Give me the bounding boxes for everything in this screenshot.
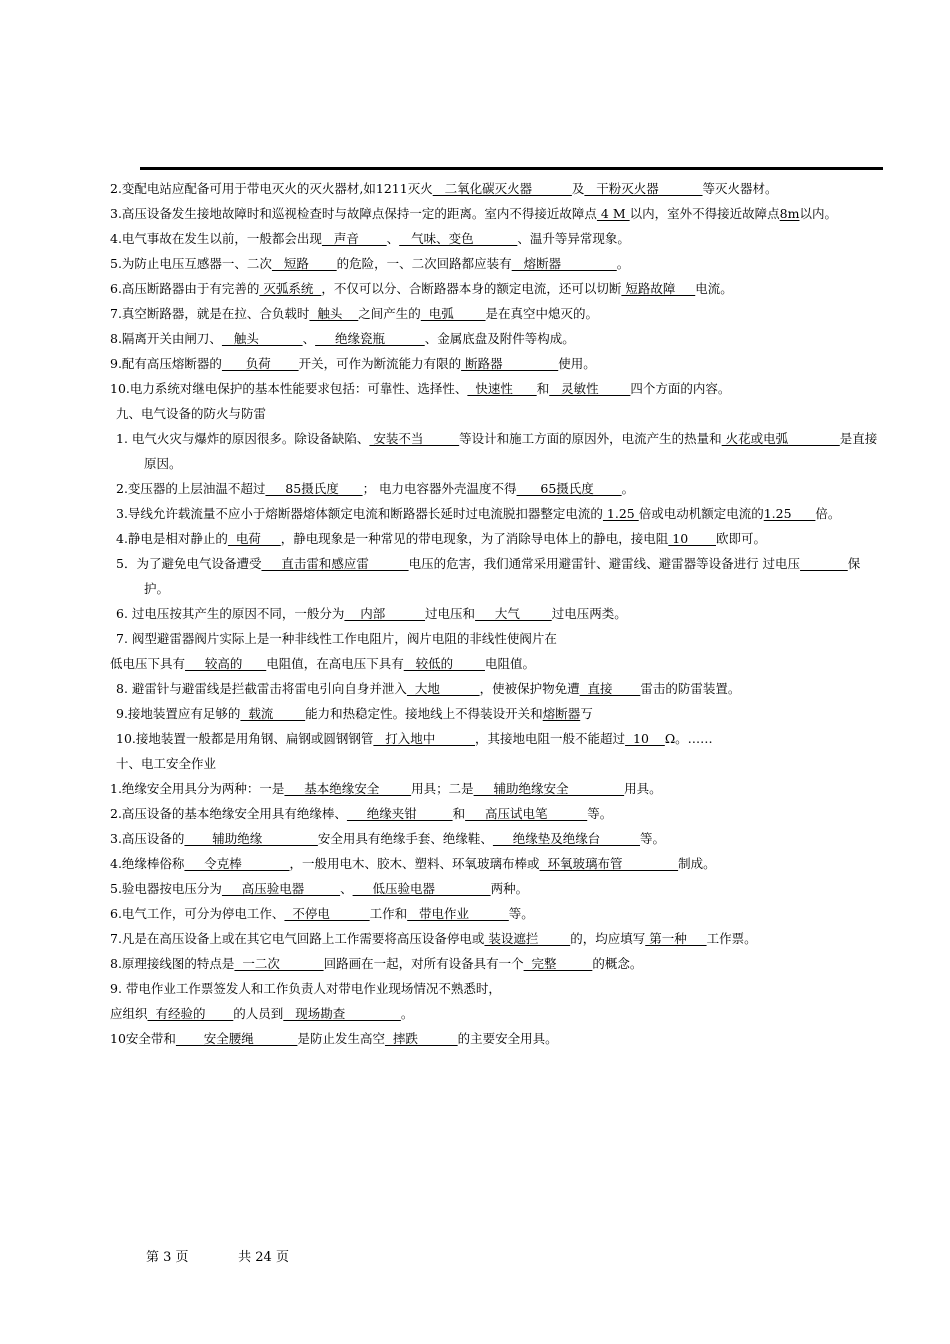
text-segment: ，静电现象是一种常见的带电现象，为了消除导电体上的静电，接电阻 [280,531,669,546]
answer-blank: 短路故障 [621,281,696,296]
text-segment: 3.导线允许载流量不应小于熔断器熔体额定电流和断路器长延时过电流脱扣器整定电流的 [116,506,603,521]
answer-blank: 安全腰绳 [175,1031,298,1046]
paragraph [110,201,885,226]
answer-blank: 大地 [406,681,480,696]
text-segment: 是在真空中熄灭的。 [485,306,599,321]
answer-blank: 不停电 [284,906,370,921]
text-segment: 等。 [587,806,613,821]
text-segment: 雷击的防雷装置。 [640,681,741,696]
text-segment: 9. 带电作业工作票签发人和工作负责人对带电作业现场情况不熟悉时， [110,981,501,996]
text-segment: 等。 [640,831,666,846]
paragraph [110,401,885,426]
text-segment: 、 [302,331,316,346]
paragraph [110,776,885,801]
text-segment: 3.高压设备的 [110,831,185,846]
answer-blank: 直击雷和感应雷 [261,556,409,571]
text-segment: 之间产生的 [358,306,421,321]
paragraph [110,301,885,326]
answer-blank: 65摄氏度 [516,481,622,496]
paragraph [110,751,885,776]
text-segment: 等。 [508,906,534,921]
text-segment: 6.高压断路器由于有完善的 [110,281,260,296]
text-segment: 十、电工安全作业 [116,756,217,771]
paragraph [110,976,885,1001]
text-segment: 1. 电气火灾与爆炸的原因很多。除设备缺陷、 [116,431,370,446]
answer-blank: 熔断器 [542,706,581,721]
paragraph [110,826,885,851]
answer-blank: 电荷 [227,531,281,546]
answer-blank: 10 [668,531,716,546]
answer-blank: 绝缘垫及绝缘台 [492,831,641,846]
text-segment: 丂 [580,706,593,721]
paragraph [110,1001,885,1026]
text-segment: 、 [386,231,400,246]
answer-blank: 内部 [344,606,426,621]
text-segment: ，使被保护物免遭 [479,681,580,696]
answer-blank: 打入地中 [373,731,476,746]
text-segment: 等设计和施工方面的原因外，电流产生的热量和 [459,431,722,446]
answer-blank: 触头 [221,331,303,346]
text-segment: 2.变配电站应配备可用于带电灭火的灭火器材,如1211灭火 [110,181,433,196]
answer-blank: 快速性 [467,381,537,396]
answer-blank: 85摄氏度 [265,481,363,496]
answer-blank: 有经验的 [147,1006,234,1021]
text-segment: 电阻值，在高电压下具有 [266,656,404,671]
answer-blank: 二氧化碳灭火器 [432,181,572,196]
page-total: 共 24 页 [238,1250,289,1265]
text-segment: 用具；二是 [411,781,474,796]
text-segment: ； 电力电容器外壳温度不得 [362,481,517,496]
answer-blank: 环氧玻璃布管 [539,856,679,871]
answer-blank: 辅助绝缘安全 [473,781,625,796]
text-segment: 、 [340,881,353,896]
text-segment: 3.高压设备发生接地故障时和巡视检查时与故障点保持一定的距离。室内不得接近故障点 [110,206,597,221]
paragraph [110,876,885,901]
paragraph [110,726,885,751]
text-segment: 过电压两类。 [551,606,627,621]
text-segment: 6. 过电压按其产生的原因不同，一般分为 [116,606,345,621]
header-rule [140,167,883,170]
answer-blank: 高压验电器 [221,881,341,896]
answer-blank: 短路 [271,256,337,271]
answer-blank: 较低的 [403,656,485,671]
answer-blank: 带电作业 [407,906,509,921]
paragraph [110,601,885,626]
text-segment: 8.原理接线图的特点是 [110,956,235,971]
text-segment: 7.真空断路器，就是在拉、合负载时 [110,306,310,321]
answer-blank: 触头 [309,306,359,321]
text-segment: 5．为了避免电气设备遭受 [116,556,262,571]
document-body [110,176,885,1051]
paragraph [110,951,885,976]
answer-blank: 1.25 [602,506,639,521]
paragraph [110,526,885,551]
answer-blank: 1.25 [763,506,816,521]
answer-blank: 一二次 [234,956,324,971]
answer-blank: 大气 [475,606,552,621]
paragraph [110,676,885,701]
text-segment: 的概念。 [592,956,643,971]
answer-blank: 摔跌 [384,1031,458,1046]
text-segment: 回路画在一起，对所有设备具有一个 [323,956,524,971]
text-segment: 及 [571,181,585,196]
answer-blank: 绝缘瓷瓶 [315,331,425,346]
text-segment: Ω。…… [664,731,713,746]
paragraph [110,926,885,951]
text-segment: 是防止发生高空 [297,1031,385,1046]
answer-blank: 较高的 [185,656,267,671]
answer-blank: 电弧 [420,306,486,321]
paragraph [110,376,885,401]
text-segment: 10安全带和 [110,1031,176,1046]
answer-blank: 令克棒 [184,856,290,871]
answer-blank: 气味、变色 [399,231,518,246]
paragraph [110,901,885,926]
text-segment: 保护。 [144,556,861,596]
answer-blank: 负荷 [221,356,299,371]
paragraph [110,426,885,476]
text-segment: 2.高压设备的基本绝缘安全用具有绝缘棒、 [110,806,347,821]
text-segment: 安全用具有绝缘手套、绝缘鞋、 [317,831,493,846]
text-segment: 。 [621,481,635,496]
text-segment: 制成。 [678,856,716,871]
answer-blank: 辅助绝缘 [184,831,318,846]
text-segment: 、温升等异常现象。 [517,231,630,246]
text-segment: 以内。 [799,206,837,221]
text-segment: 两种。 [490,881,529,896]
text-segment: 2.变压器的上层油温不超过 [116,481,266,496]
answer-blank: 装设遮拦 [484,931,571,946]
text-segment: ，一般用电木、胶木、塑料、环氧玻璃布棒或 [289,856,540,871]
answer-blank: 声音 [321,231,387,246]
answer-blank: 火花或电弧 [721,431,840,446]
text-segment: 6.电气工作，可分为停电工作、 [110,906,285,921]
paragraph [110,801,885,826]
text-segment: 低电压下具有 [110,656,186,671]
text-segment: ，不仅可以分、合断路器本身的额定电流，还可以切断 [321,281,622,296]
answer-blank: 干粉灭火器 [584,181,703,196]
answer-blank: 基本绝缘安全 [284,781,412,796]
text-segment: 、金属底盘及附件等构成。 [424,331,575,346]
answer-blank: 低压验电器 [352,881,491,896]
text-segment: 工作票。 [706,931,757,946]
answer-blank: 熔断器 [511,256,617,271]
text-segment: 和 [452,806,466,821]
text-segment: 9.配有高压熔断器的 [110,356,222,371]
answer-blank: 灵敏性 [549,381,631,396]
text-segment: 四个方面的内容。 [630,381,731,396]
text-segment: 的，均应填写 [570,931,646,946]
text-segment: 10.电力系统对继电保护的基本性能要求包括：可靠性、选择性、 [110,381,468,396]
text-segment: 应组织 [110,1006,148,1021]
text-segment: 和 [536,381,550,396]
text-segment: 10.接地装置一般都是用角钢、扁钢或圆钢钢管 [116,731,374,746]
text-segment: 的主要安全用具。 [457,1031,558,1046]
text-segment: 的危险，一、二次回路都应装有 [336,256,512,271]
text-segment: 4.绝缘棒俗称 [110,856,185,871]
answer-blank: 断路器 [461,356,559,371]
text-segment: 能力和热稳定性。接地线上不得装设开关和 [305,706,543,721]
answer-blank: 灭弧系统 [259,281,322,296]
text-segment: 的人员到 [233,1006,284,1021]
text-segment: 电压的危害，我们通常采用避雷针、避雷线、避雷器等设备进行 过电压 [408,556,801,571]
text-segment: 1.绝缘安全用具分为两种：一是 [110,781,285,796]
paragraph [110,1026,885,1051]
page-number: 第 3 页 [146,1250,189,1265]
paragraph [110,351,885,376]
text-segment: 9.接地装置应有足够的 [116,706,241,721]
paragraph [110,226,885,251]
text-segment: 倍或电动机额定电流的 [638,506,764,521]
text-segment: 是直接原因。 [144,431,878,471]
text-segment: 5.为防止电压互感器一、二次 [110,256,272,271]
text-segment: 。 [616,256,630,271]
paragraph [110,651,885,676]
paragraph [110,701,885,726]
paragraph [110,476,885,501]
paragraph [110,551,885,601]
text-segment: ，其接地电阻一般不能超过 [475,731,626,746]
answer-blank: 直接 [579,681,641,696]
text-segment: 欧即可。 [715,531,766,546]
text-segment: 倍。 [815,506,841,521]
paragraph [110,326,885,351]
answer-blank [800,556,848,571]
paragraph [110,851,885,876]
text-segment: 以内，室外不得接近故障点 [629,206,780,221]
text-segment: 。 [400,1006,414,1021]
text-segment: 用具。 [624,781,662,796]
text-segment: 4.电气事故在发生以前，一般都会出现 [110,231,322,246]
answer-blank: 完整 [523,956,593,971]
answer-blank: 现场勘查 [283,1006,401,1021]
answer-blank: 安装不当 [369,431,460,446]
answer-blank: 第一种 [645,931,707,946]
page-footer [146,1246,289,1265]
text-segment: 7.凡是在高压设备上或在其它电气回路上工作需要将高压设备停电或 [110,931,485,946]
paragraph [110,501,885,526]
text-segment: 8. 避雷针与避雷线是拦截雷击将雷电引向自身并泄入 [116,681,407,696]
answer-blank: 高压试电笔 [465,806,588,821]
answer-blank: 绝缘夹钳 [346,806,453,821]
text-segment: 过电压和 [425,606,476,621]
paragraph [110,276,885,301]
text-segment: 等灭火器材。 [702,181,778,196]
answer-blank: 4 M [596,206,630,221]
text-segment: 电流。 [695,281,733,296]
text-segment: 5.验电器按电压分为 [110,881,222,896]
answer-blank: 10 [625,731,665,746]
paragraph [110,251,885,276]
text-segment: 工作和 [369,906,408,921]
paragraph [110,626,885,651]
answer-blank: 8m [779,206,800,221]
text-segment: 开关，可作为断流能力有限的 [298,356,462,371]
answer-blank: 载流 [240,706,306,721]
paragraph [110,176,885,201]
text-segment: 电阻值。 [484,656,535,671]
text-segment: 4.静电是相对静止的 [116,531,228,546]
text-segment: 使用。 [558,356,596,371]
text-segment: 九、电气设备的防火与防雷 [116,406,267,421]
text-segment: 8.隔离开关由闸刀、 [110,331,222,346]
text-segment: 7. 阀型避雷器阀片实际上是一种非线性工作电阻片，阀片电阻的非线性使阀片在 [116,631,557,646]
